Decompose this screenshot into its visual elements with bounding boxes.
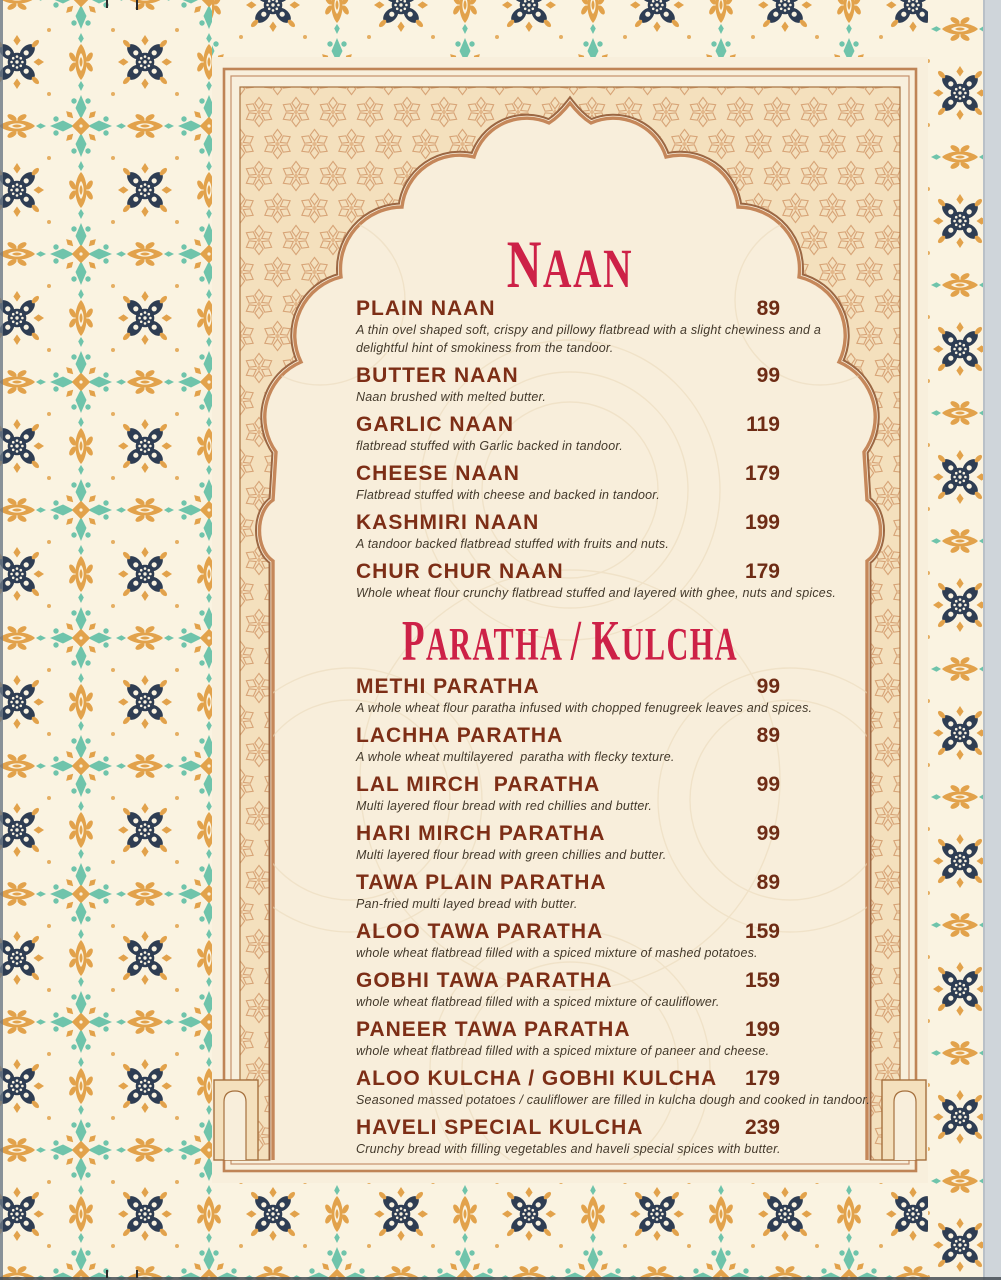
item-description: Naan brushed with melted butter. [356,390,547,404]
item-price: 199 [744,511,780,534]
item-description: Crunchy bread with filling vegetables and haveli special spices with butter. [356,1142,781,1156]
item-name: ALOO TAWA PARATHA [356,920,604,943]
item-name: CHEESE NAAN [356,462,520,485]
item-price: 179 [744,462,780,485]
menu-item [356,724,780,766]
item-name: LAL MIRCH PARATHA [356,773,601,796]
menu-item-row [356,297,780,321]
menu-item [356,822,780,864]
right-pilaster [882,1080,926,1160]
item-description: Seasoned massed potatoes / cauliflower are filled in kulcha dough and cooked in tandoor. [356,1093,870,1107]
item-description: Multi layered flour bread with red chillies and butter. [356,799,653,813]
menu-item-row [356,920,780,944]
menu-item-row [356,364,780,388]
menu-item [356,560,837,602]
item-name: ALOO KULCHA / GOBHI KULCHA [356,1067,718,1090]
menu-item-row [356,724,780,748]
item-price: 159 [744,969,780,992]
menu-item-row [356,675,780,699]
menu-item [356,297,821,357]
menu-item-row [356,822,780,846]
item-name: PANEER TAWA PARATHA [356,1018,631,1041]
item-description: whole wheat flatbread filled with a spiced mixture of paneer and cheese. [356,1044,770,1058]
item-description: whole wheat flatbread filled with a spiced mixture of mashed potatoes. [356,946,758,960]
menu-item [356,871,780,913]
item-price: 89 [756,724,780,747]
item-description: whole wheat flatbread filled with a spiced mixture of cauliflower. [356,995,720,1009]
item-description: Whole wheat flour crunchy flatbread stuffed and layered with ghee, nuts and spices. [356,586,837,600]
page-edge-left [0,0,3,1280]
menu-item-row [356,1018,780,1042]
section-title-paratha-kulcha: PARATHA / KULCHA [401,609,738,673]
item-price: 89 [756,297,780,320]
item-description: A tandoor backed flatbread stuffed with fruits and nuts. [356,537,670,551]
section-items-naan [356,297,837,609]
item-name: GARLIC NAAN [356,413,514,436]
item-price: 99 [756,675,780,698]
menu-item-row [356,462,780,486]
section-items-paratha-kulcha [356,675,870,1165]
item-name: BUTTER NAAN [356,364,519,387]
item-name: CHUR CHUR NAAN [356,560,564,583]
menu-item-row [356,969,780,993]
item-name: TAWA PLAIN PARATHA [356,871,607,894]
menu-item [356,773,780,815]
section-title-naan: NAAN [506,227,634,302]
item-description: Multi layered flour bread with green chillies and butter. [356,848,667,862]
menu-item [356,1018,780,1060]
menu-item-row [356,560,780,584]
item-description: A whole wheat flour paratha infused with chopped fenugreek leaves and spices. [356,701,813,715]
menu-item [356,413,780,455]
menu-item [356,1067,870,1109]
page-edge-line [983,0,985,1280]
item-price: 179 [744,560,780,583]
menu-item-row [356,413,780,437]
item-price: 99 [756,822,780,845]
item-description: A whole wheat multilayered paratha with flecky texture. [356,750,675,764]
menu-item-row [356,773,780,797]
item-name: LACHHA PARATHA [356,724,564,747]
left-pilaster [214,1080,258,1160]
item-description: Flatbread stuffed with cheese and backed in tandoor. [356,488,660,502]
item-name: HARI MIRCH PARATHA [356,822,606,845]
item-price: 199 [744,1018,780,1041]
page-edge-right [985,0,1001,1280]
menu-item-row [356,511,780,535]
menu-item [356,462,780,504]
menu-item-row [356,871,780,895]
item-description: flatbread stuffed with Garlic backed in tandoor. [356,439,623,453]
item-price: 89 [756,871,780,894]
item-price: 179 [744,1067,780,1090]
menu-item [356,920,780,962]
item-description: A thin ovel shaped soft, crispy and pillowy flatbread with a slight chewiness and a [356,323,821,337]
item-name: GOBHI TAWA PARATHA [356,969,613,992]
item-description: delightful hint of smokiness from the tandoor. [356,341,614,355]
item-name: KASHMIRI NAAN [356,511,540,534]
menu-item [356,1116,780,1158]
item-price: 239 [744,1116,780,1139]
menu-item [356,675,813,717]
menu-item [356,969,780,1011]
item-price: 119 [746,413,780,436]
menu-item [356,364,780,406]
menu-item [356,511,780,553]
item-price: 99 [756,364,780,387]
item-price: 99 [756,773,780,796]
item-name: METHI PARATHA [356,675,540,698]
menu-item-row [356,1067,780,1091]
item-description: Pan-fried multi layed bread with butter. [356,897,578,911]
item-price: 159 [744,920,780,943]
item-name: HAVELI SPECIAL KULCHA [356,1116,644,1139]
item-name: PLAIN NAAN [356,297,496,320]
menu-item-row [356,1116,780,1140]
